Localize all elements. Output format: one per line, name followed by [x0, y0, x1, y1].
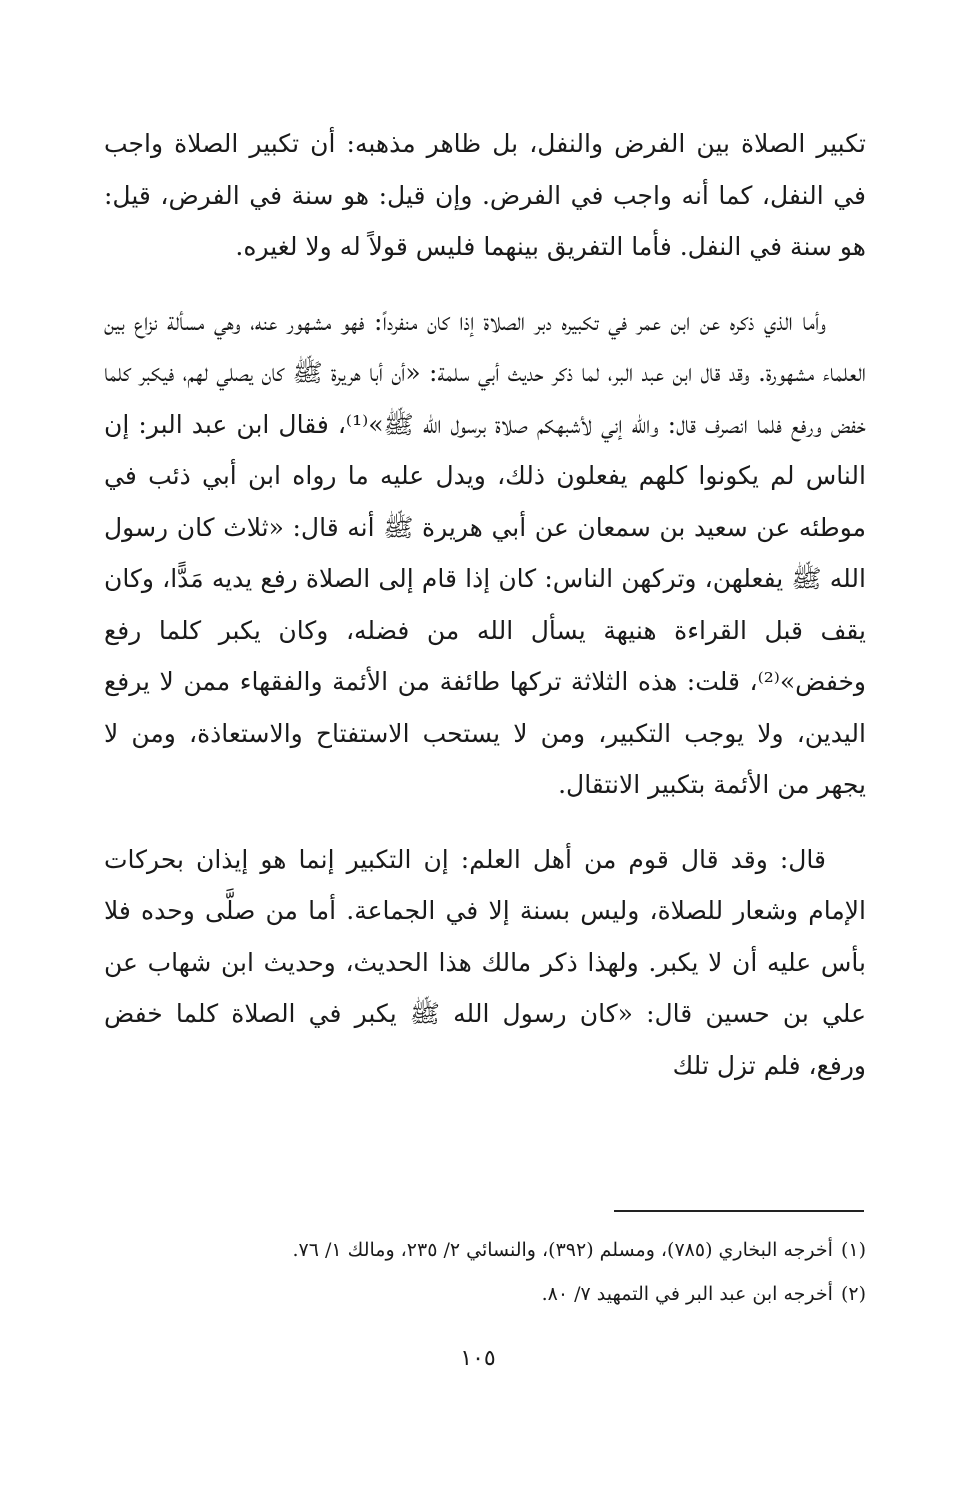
footnote-1-number: (١)	[840, 1239, 866, 1261]
footnote-1-text: أخرجه البخاري (٧٨٥)، ومسلم (٣٩٢)، والنسائي ٢/ ٢٣٥، ومالك ١/ ٧٦.	[292, 1239, 833, 1261]
footnotes	[104, 1228, 866, 1316]
main-text	[104, 118, 866, 1114]
footnote-separator	[614, 1210, 864, 1212]
footnote-2	[104, 1272, 866, 1316]
paragraph-1: تكبير الصلاة بين الفرض والنفل، بل ظاهر مذهبه: أن تكبير الصلاة واجب في النفل، كما أنه واجب في الفرض. وإن قيل: هو سنة في الفرض، قيل: هو سنة في النفل. فأما التفريق بينهما فليس قولاً له ولا لغيره.	[104, 129, 866, 261]
footnote-1	[104, 1228, 866, 1272]
paragraph-2: وأما الذي ذكره عن ابن عمر في تكبيره دبر الصلاة إذا كان منفرداً: فهو مشهور عنه، وهي مسألة نزاع بين العلماء مشهورة. وقد قال ابن عبد البر، لما ذكر حديث أبي سلمة: «أن أبا هريرة ﷺ كان يصلي لهم، فيكبر كلما خفض ورفع فلما انصرف قال: والله إني لأشبهكم صلاة برسول الله ﷺ»⁽¹⁾، فقال ابن عبد البر: إن الناس لم يكونوا كلهم يفعلون ذلك، ويدل عليه ما رواه ابن أبي ذئب في موطئه عن سعيد بن سمعان عن أبي هريرة ﷺ أنه قال: «ثلاث كان رسول الله ﷺ يفعلهن، وتركهن الناس: كان إذا قام إلى الصلاة رفع يديه مَدًّا، وكان يقف قبل القراءة هنيهة يسأل الله من فضله، وكان يكبر كلما رفع وخفض»⁽²⁾، قلت: هذه الثلاثة تركها طائفة من الأئمة والفقهاء ممن لا يرفع اليدين، ولا يوجب التكبير، ومن لا يستحب الاستفتاح والاستعاذة، ومن لا يجهر من الأئمة بتكبير الانتقال.	[104, 306, 867, 799]
page-number: ١٠٥	[460, 1346, 496, 1371]
footnote-2-text: أخرجه ابن عبد البر في التمهيد ٧/ ٨٠.	[541, 1283, 833, 1305]
footnote-2-number: (٢)	[840, 1283, 866, 1305]
paragraph-3: قال: وقد قال قوم من أهل العلم: إن التكبير إنما هو إيذان بحركات الإمام وشعار للصلاة، وليس بسنة إلا في الجماعة. أما من صلَّى وحده فلا بأس عليه أن لا يكبر. ولهذا ذكر مالك هذا الحديث، وحديث ابن شهاب عن علي بن حسين قال: «كان رسول الله ﷺ يكبر في الصلاة كلما خفض ورفع، فلم تزل تلك	[104, 844, 866, 1080]
